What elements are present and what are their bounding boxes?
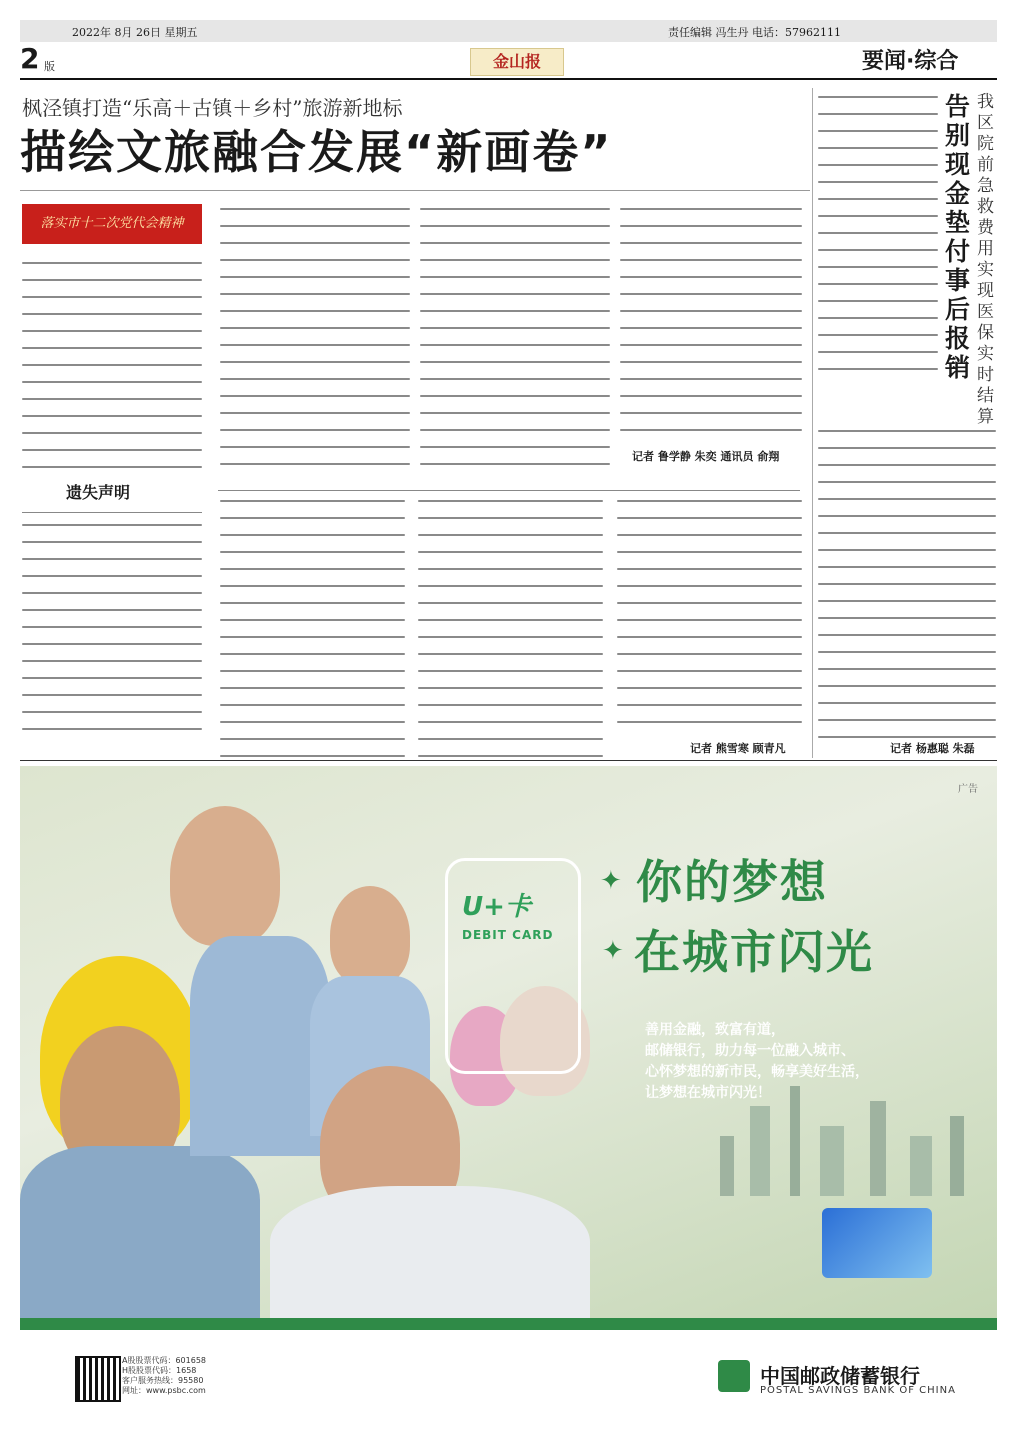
byline-side: 记者 杨惠聪 朱磊 (890, 742, 975, 755)
text-column-1 (22, 262, 202, 483)
party-banner (22, 204, 202, 244)
side-story-subtitle: 我区院前急救费用实现医保实时结算 (977, 92, 994, 427)
bank-info-line: 客户服务热线：95580 (122, 1376, 204, 1385)
bank-name-en: POSTAL SAVINGS BANK OF CHINA (760, 1385, 956, 1396)
ad-label: 广告 (958, 784, 978, 795)
headline-rule (20, 190, 810, 191)
side-text-top (818, 96, 938, 385)
text-column-4 (620, 208, 802, 446)
lower-text-col-1 (220, 500, 405, 772)
ucard-logo: U+卡 (462, 892, 531, 922)
byline-main: 记者 鲁学静 朱奕 通讯员 俞翔 (632, 450, 780, 463)
ad-copy-line: 心怀梦想的新市民，畅享美好生活， (645, 1064, 869, 1080)
side-text-bottom (818, 430, 996, 753)
bank-info-line: 网址：www.psbc.com (122, 1386, 206, 1395)
bank-card-image (822, 1208, 932, 1278)
text-column-3 (420, 208, 610, 480)
paper-name: 金山报 (492, 52, 541, 71)
side-column-rule (812, 88, 813, 758)
issue-date: 2022年 8月 26日 星期五 (72, 26, 198, 39)
lower-story-rule (218, 490, 800, 491)
bank-name-cn: 中国邮政储蓄银行 (760, 1364, 920, 1388)
bank-info (122, 1356, 206, 1396)
page-suffix: 版 (44, 60, 55, 73)
story-kicker: 枫泾镇打造“乐高＋古镇＋乡村”旅游新地标 (22, 96, 403, 120)
ad-slogan-line1: 你的梦想 (636, 855, 828, 909)
girl-figure (330, 886, 410, 986)
woman-figure (170, 806, 280, 946)
editor-info: 责任编辑 冯生丹 电话：57962111 (668, 26, 841, 39)
man-shirt (270, 1186, 590, 1318)
notice-rule (22, 512, 202, 513)
ad-footer-strip (20, 1318, 997, 1330)
banner-text: 落实市十二次党代会精神 (40, 216, 184, 231)
paper-logo (470, 48, 564, 76)
notice-text (22, 524, 202, 745)
notice-title: 遗失声明 (66, 483, 131, 502)
section-title: 要闻·综合 (862, 49, 959, 74)
sparkle-icon: ✦ (600, 866, 622, 896)
side-story-title: 告别现金垫付事后报销 (945, 92, 971, 382)
debit-card-label: DEBIT CARD (462, 928, 554, 942)
ad-copy (645, 1020, 905, 1104)
masthead-rule (20, 78, 997, 80)
bank-info-line: A股股票代码：601658 (122, 1356, 207, 1365)
story-headline: 描绘文旅融合发展“新画卷” (20, 125, 613, 179)
lower-text-col-3 (617, 500, 802, 738)
bank-info-line: H股股票代码：1658 (122, 1366, 197, 1375)
page-number: 2 (20, 42, 40, 75)
masthead-bar (20, 20, 997, 42)
sparkle-icon: ✦ (602, 936, 624, 966)
woman-shirt (190, 936, 330, 1156)
psbc-logo-icon (718, 1360, 750, 1392)
qr-code-icon (75, 1356, 121, 1402)
lower-text-col-2 (418, 500, 603, 772)
text-column-2 (220, 208, 410, 480)
ad-slogan-line2: 在城市闪光 (634, 925, 874, 979)
ad-copy-line: 让梦想在城市闪光！ (645, 1085, 771, 1101)
ad-divider (20, 760, 997, 761)
ad-copy-line: 善用金融，致富有道， (645, 1022, 785, 1038)
byline-lower: 记者 熊雪寒 顾青凡 (690, 742, 786, 755)
ad-copy-line: 邮储银行，助力每一位融入城市、 (645, 1043, 855, 1059)
worker-shirt (20, 1146, 260, 1318)
